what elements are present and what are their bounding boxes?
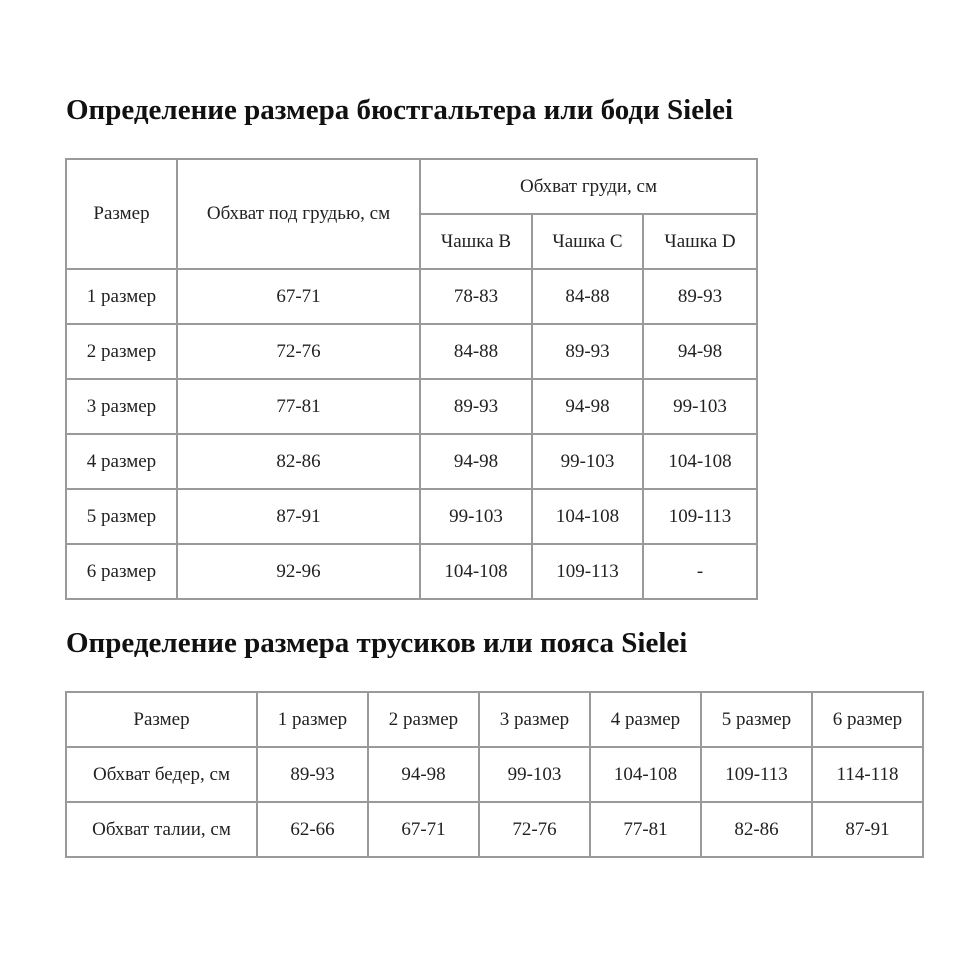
table-row [66,489,757,544]
header-size-1: 1 размер [257,692,368,747]
cup-d-cell: 99-103 [643,379,757,434]
bra-size-table [65,158,758,600]
cup-b-cell: 78-83 [420,269,532,324]
waist-cell: 62-66 [257,802,368,857]
waist-cell: 77-81 [590,802,701,857]
header-size: Размер [66,159,177,269]
cup-d-cell: - [643,544,757,599]
header-bust: Обхват груди, см [420,159,757,214]
size-cell: 5 размер [66,489,177,544]
hips-cell: 114-118 [812,747,923,802]
hips-cell: 109-113 [701,747,812,802]
size-cell: 1 размер [66,269,177,324]
header-cup-b: Чашка B [420,214,532,269]
cup-c-cell: 109-113 [532,544,643,599]
underbust-cell: 72-76 [177,324,420,379]
header-size: Размер [66,692,257,747]
underbust-cell: 82-86 [177,434,420,489]
cup-d-cell: 94-98 [643,324,757,379]
bra-size-title: Определение размера бюстгальтера или боди Sielei [66,94,734,126]
table-row [66,802,923,857]
header-size-3: 3 размер [479,692,590,747]
cup-d-cell: 104-108 [643,434,757,489]
waist-cell: 72-76 [479,802,590,857]
table-row [66,269,757,324]
bra-header-row [66,159,757,214]
panty-size-title: Определение размера трусиков или пояса Sielei [66,627,688,659]
cup-c-cell: 84-88 [532,269,643,324]
row-label-hips: Обхват бедер, см [66,747,257,802]
hips-cell: 94-98 [368,747,479,802]
panty-header-row [66,692,923,747]
cup-c-cell: 89-93 [532,324,643,379]
header-size-5: 5 размер [701,692,812,747]
header-underbust: Обхват под грудью, см [177,159,420,269]
header-size-6: 6 размер [812,692,923,747]
size-cell: 4 размер [66,434,177,489]
table-row [66,747,923,802]
hips-cell: 89-93 [257,747,368,802]
table-row [66,434,757,489]
underbust-cell: 87-91 [177,489,420,544]
table-row [66,379,757,434]
hips-cell: 99-103 [479,747,590,802]
size-cell: 6 размер [66,544,177,599]
header-size-4: 4 размер [590,692,701,747]
cup-d-cell: 109-113 [643,489,757,544]
panty-size-table [65,691,924,858]
cup-b-cell: 84-88 [420,324,532,379]
header-size-2: 2 размер [368,692,479,747]
header-cup-c: Чашка C [532,214,643,269]
cup-d-cell: 89-93 [643,269,757,324]
cup-b-cell: 94-98 [420,434,532,489]
cup-b-cell: 89-93 [420,379,532,434]
cup-c-cell: 99-103 [532,434,643,489]
cup-b-cell: 104-108 [420,544,532,599]
size-cell: 2 размер [66,324,177,379]
underbust-cell: 77-81 [177,379,420,434]
waist-cell: 87-91 [812,802,923,857]
cup-c-cell: 94-98 [532,379,643,434]
underbust-cell: 67-71 [177,269,420,324]
table-row [66,324,757,379]
hips-cell: 104-108 [590,747,701,802]
underbust-cell: 92-96 [177,544,420,599]
header-cup-d: Чашка D [643,214,757,269]
cup-b-cell: 99-103 [420,489,532,544]
table-row [66,544,757,599]
waist-cell: 82-86 [701,802,812,857]
row-label-waist: Обхват талии, см [66,802,257,857]
size-cell: 3 размер [66,379,177,434]
waist-cell: 67-71 [368,802,479,857]
cup-c-cell: 104-108 [532,489,643,544]
